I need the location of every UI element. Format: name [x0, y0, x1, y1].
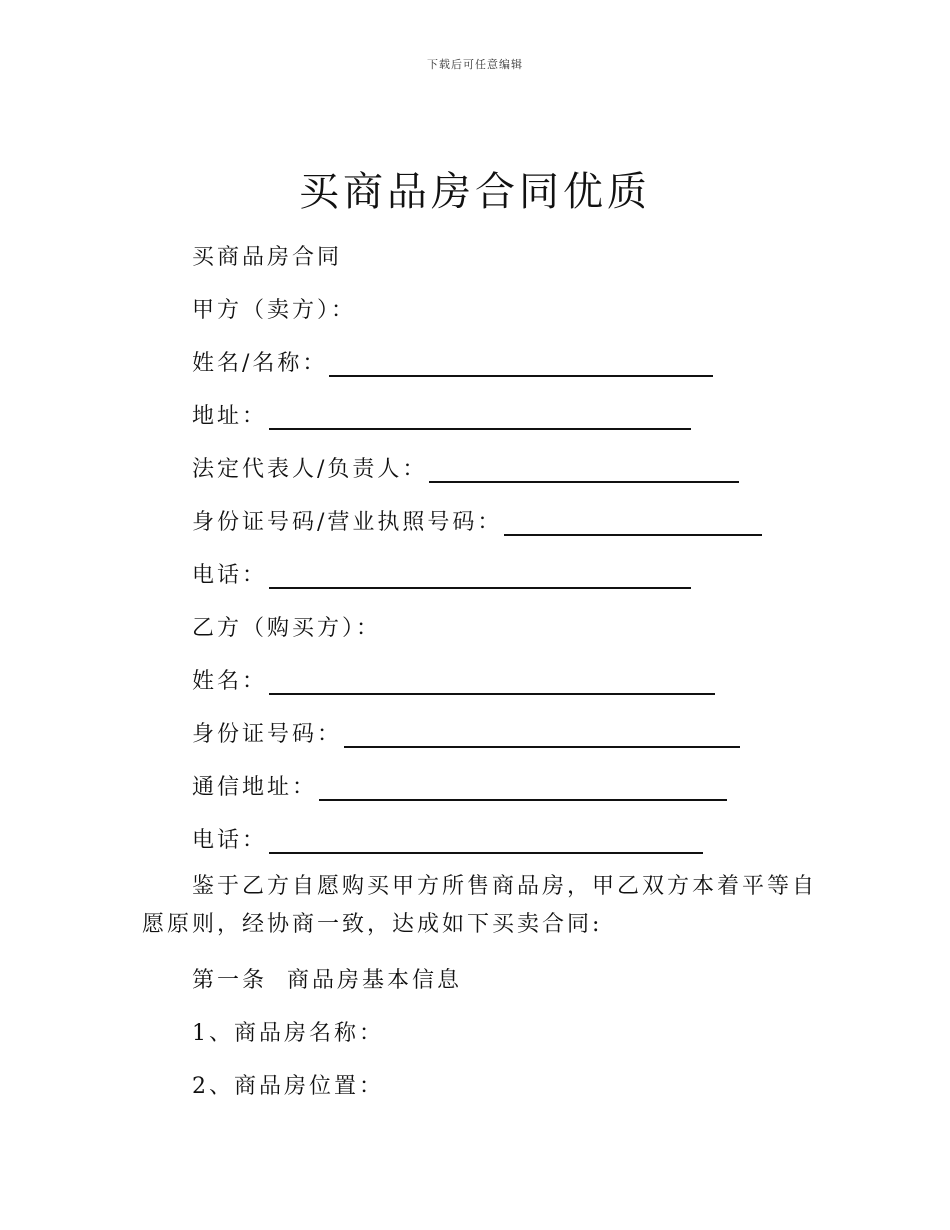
party-a-phone-row — [192, 558, 691, 589]
party-a-phone-blank[interactable] — [269, 569, 691, 589]
party-b-id-row — [192, 717, 740, 748]
party-b-address-blank[interactable] — [319, 781, 727, 801]
article-1-heading — [192, 963, 462, 994]
party-a-rep-label: 法定代表人/负责人： — [192, 457, 428, 482]
party-a-name-label: 姓名/名称： — [192, 351, 328, 376]
party-a-heading — [192, 293, 356, 324]
party-b-id-label: 身份证号码： — [192, 722, 343, 747]
article-1-heading-text: 第一条 商品房基本信息 — [192, 968, 462, 993]
page-header-note: 下载后可任意编辑 — [427, 58, 523, 71]
party-b-phone-row — [192, 823, 703, 854]
preamble-paragraph: 鉴于乙方自愿购买甲方所售商品房，甲乙双方本着平等自愿原则，经协商一致，达成如下买卖合同: — [142, 874, 818, 937]
party-b-phone-blank[interactable] — [269, 834, 703, 854]
document-title: 买商品房合同优质 — [299, 169, 651, 215]
party-b-heading-text: 乙方（购买方）： — [192, 616, 382, 641]
party-a-address-blank[interactable] — [269, 410, 691, 430]
party-b-heading — [192, 611, 381, 642]
party-a-rep-row — [192, 452, 739, 483]
party-a-name-blank[interactable] — [329, 357, 713, 377]
party-a-phone-label: 电话： — [192, 563, 268, 588]
party-a-id-blank[interactable] — [504, 516, 762, 536]
subtitle-text: 买商品房合同 — [192, 245, 343, 270]
party-b-address-label: 通信地址： — [192, 775, 318, 800]
contract-subtitle — [192, 240, 342, 271]
item-2-label: 2、商品房位置： — [192, 1074, 384, 1099]
article-1-item-2 — [192, 1069, 384, 1100]
party-b-address-row — [192, 770, 727, 801]
party-b-phone-label: 电话： — [192, 828, 268, 853]
party-a-name-row — [192, 346, 713, 377]
party-a-address-row — [192, 399, 691, 430]
party-a-id-row — [192, 505, 762, 536]
article-1-item-1 — [192, 1016, 384, 1047]
party-a-heading-text: 甲方（卖方）： — [192, 298, 357, 323]
party-b-name-label: 姓名： — [192, 669, 268, 694]
item-1-label: 1、商品房名称： — [192, 1021, 384, 1046]
party-b-id-blank[interactable] — [344, 728, 740, 748]
party-b-name-row — [192, 664, 715, 695]
party-a-address-label: 地址： — [192, 404, 268, 429]
party-b-name-blank[interactable] — [269, 675, 715, 695]
party-a-rep-blank[interactable] — [429, 463, 739, 483]
party-a-id-label: 身份证号码/营业执照号码： — [192, 510, 503, 535]
